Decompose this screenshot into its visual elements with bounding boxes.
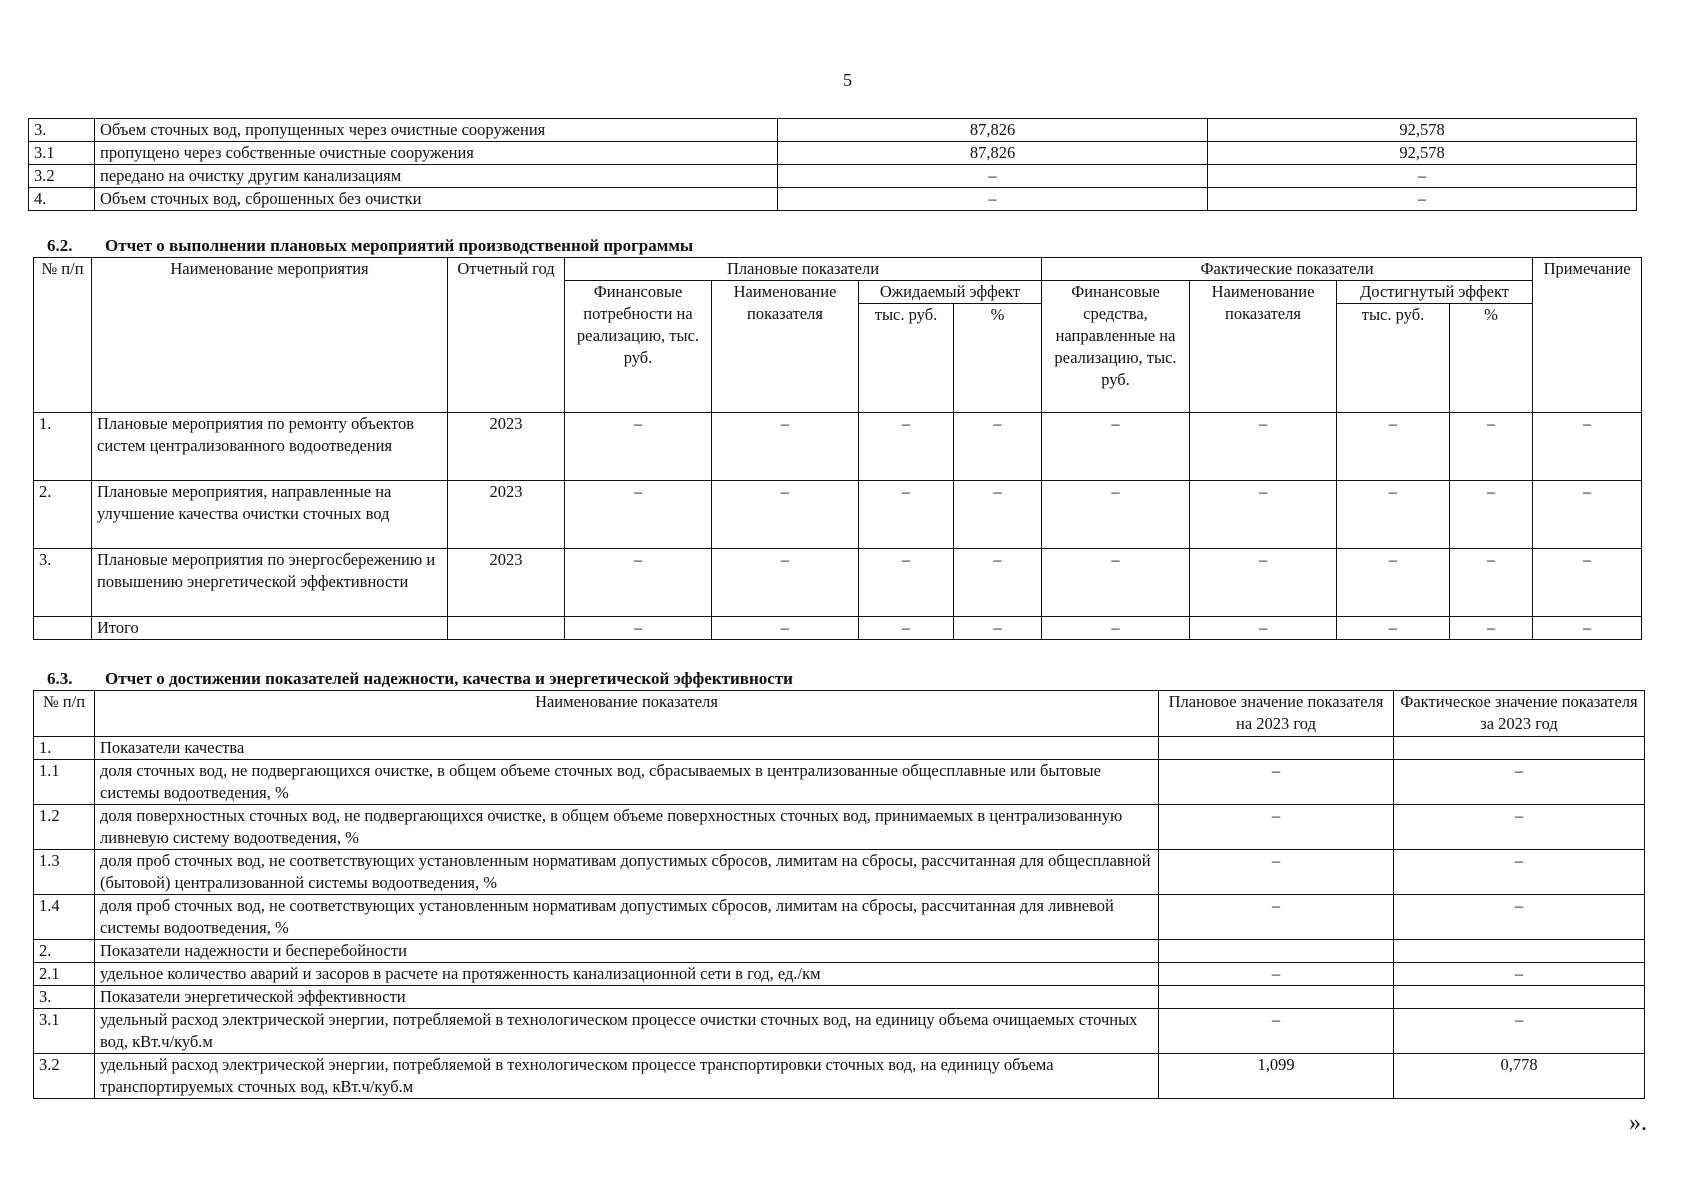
plan-value: –	[1159, 760, 1394, 805]
plan-value: –	[1159, 963, 1394, 986]
section-title: Отчет о выполнении плановых мероприятий производственной программы	[105, 236, 694, 255]
plan-indicator-cell: –	[712, 413, 859, 481]
row-year	[448, 617, 565, 640]
value-cell: –	[1208, 188, 1637, 211]
row-name: доля сточных вод, не подвергающихся очистке, в общем объеме сточных вод, сбрасываемых в централизованные общесплавные или бытовые системы водоотведения, %	[95, 760, 1159, 805]
header-note: Примечание	[1533, 258, 1642, 413]
page-number: 5	[843, 70, 852, 90]
plan-indicator-cell: –	[712, 481, 859, 549]
fact-value: –	[1394, 805, 1645, 850]
value-cell: 87,826	[778, 119, 1208, 142]
section-number: 6.3.	[47, 669, 73, 688]
act-pct-cell: –	[1450, 549, 1533, 617]
row-number: 4.	[29, 188, 95, 211]
header-fact: Фактическое значение показателя за 2023 год	[1394, 691, 1645, 737]
row-name: Показатели энергетической эффективности	[95, 986, 1159, 1009]
header-act-fin: Финансовые средства, направленные на реализацию, тыс. руб.	[1042, 281, 1190, 413]
row-number	[34, 617, 92, 640]
header-name: Наименование мероприятия	[92, 258, 448, 413]
table-row	[34, 986, 1645, 1009]
plan-pct-cell: –	[954, 413, 1042, 481]
act-indicator-cell: –	[1190, 481, 1337, 549]
table-row	[29, 119, 1637, 142]
fact-value	[1394, 986, 1645, 1009]
table-row	[29, 165, 1637, 188]
plan-value	[1159, 940, 1394, 963]
header-plan-rub: тыс. руб.	[859, 304, 954, 413]
act-rub-cell: –	[1337, 413, 1450, 481]
plan-rub-cell: –	[859, 549, 954, 617]
plan-pct-cell: –	[954, 617, 1042, 640]
row-number: 1.3	[34, 850, 95, 895]
total-label: Итого	[92, 617, 448, 640]
act-pct-cell: –	[1450, 617, 1533, 640]
row-name: удельный расход электрической энергии, потребляемой в технологическом процессе транспортировки сточных вод, на единицу объема транспортируемых сточных вод, кВт.ч/куб.м	[95, 1054, 1159, 1099]
value-cell: 87,826	[778, 142, 1208, 165]
row-name: доля проб сточных вод, не соответствующих установленным нормативам допустимых сбросов, лимитам на сбросы, рассчитанная для общесплавной (бытовой) централизованной системы водоотведения, %	[95, 850, 1159, 895]
act-rub-cell: –	[1337, 617, 1450, 640]
row-number: 1.2	[34, 805, 95, 850]
plan-value: –	[1159, 805, 1394, 850]
act-indicator-cell: –	[1190, 549, 1337, 617]
plan-value	[1159, 737, 1394, 760]
plan-value: –	[1159, 1009, 1394, 1054]
header-num: № п/п	[34, 258, 92, 413]
row-name: Плановые мероприятия по ремонту объектов систем централизованного водоотведения	[92, 413, 448, 481]
table-row	[29, 188, 1637, 211]
table-row	[34, 895, 1645, 940]
act-rub-cell: –	[1337, 549, 1450, 617]
plan-pct-cell: –	[954, 481, 1042, 549]
table-row	[29, 142, 1637, 165]
row-name: Плановые мероприятия, направленные на улучшение качества очистки сточных вод	[92, 481, 448, 549]
fact-value: 0,778	[1394, 1054, 1645, 1099]
table-row	[34, 549, 1642, 617]
row-name: Показатели надежности и бесперебойности	[95, 940, 1159, 963]
row-name: Объем сточных вод, сброшенных без очистки	[95, 188, 778, 211]
fact-value	[1394, 940, 1645, 963]
value-cell: –	[778, 165, 1208, 188]
plan-value: –	[1159, 895, 1394, 940]
row-number: 1.	[34, 413, 92, 481]
table-row	[34, 1054, 1645, 1099]
fact-value: –	[1394, 760, 1645, 805]
row-name: передано на очистку другим канализациям	[95, 165, 778, 188]
plan-fin-cell: –	[565, 481, 712, 549]
table-row	[34, 481, 1642, 549]
table-row	[34, 805, 1645, 850]
row-number: 3.	[34, 986, 95, 1009]
fact-value: –	[1394, 1009, 1645, 1054]
header-planned: Плановые показатели	[565, 258, 1042, 281]
row-year: 2023	[448, 549, 565, 617]
section-6-2-heading	[47, 236, 693, 256]
act-fin-cell: –	[1042, 413, 1190, 481]
value-cell: 92,578	[1208, 142, 1637, 165]
table-row	[34, 737, 1645, 760]
row-name: пропущено через собственные очистные сооружения	[95, 142, 778, 165]
value-cell: 92,578	[1208, 119, 1637, 142]
plan-pct-cell: –	[954, 549, 1042, 617]
header-plan-pct: %	[954, 304, 1042, 413]
value-cell: –	[1208, 165, 1637, 188]
header-actual: Фактические показатели	[1042, 258, 1533, 281]
section-6-3-heading	[47, 669, 793, 689]
row-number: 2.1	[34, 963, 95, 986]
row-name: Плановые мероприятия по энергосбережению и повышению энергетической эффективности	[92, 549, 448, 617]
row-number: 3.2	[29, 165, 95, 188]
note-cell: –	[1533, 481, 1642, 549]
header-plan-indicator: Наименование показателя	[712, 281, 859, 413]
row-number: 2.	[34, 940, 95, 963]
act-fin-cell: –	[1042, 481, 1190, 549]
fact-value: –	[1394, 850, 1645, 895]
row-number: 2.	[34, 481, 92, 549]
row-year: 2023	[448, 481, 565, 549]
plan-indicator-cell: –	[712, 549, 859, 617]
plan-rub-cell: –	[859, 413, 954, 481]
row-number: 1.4	[34, 895, 95, 940]
table-row	[34, 1009, 1645, 1054]
section-number: 6.2.	[47, 236, 73, 255]
note-cell: –	[1533, 413, 1642, 481]
header-year: Отчетный год	[448, 258, 565, 413]
plan-indicator-cell: –	[712, 617, 859, 640]
plan-rub-cell: –	[859, 617, 954, 640]
header-num: № п/п	[34, 691, 95, 737]
plan-rub-cell: –	[859, 481, 954, 549]
header-act-indicator: Наименование показателя	[1190, 281, 1337, 413]
row-number: 3.1	[29, 142, 95, 165]
act-indicator-cell: –	[1190, 413, 1337, 481]
closing-quote-mark: ».	[1629, 1110, 1647, 1136]
header-plan: Плановое значение показателя на 2023 год	[1159, 691, 1394, 737]
row-number: 1.1	[34, 760, 95, 805]
planned-measures-table	[33, 257, 1642, 640]
act-pct-cell: –	[1450, 413, 1533, 481]
act-fin-cell: –	[1042, 617, 1190, 640]
act-indicator-cell: –	[1190, 617, 1337, 640]
header-plan-effect: Ожидаемый эффект	[859, 281, 1042, 304]
plan-fin-cell: –	[565, 413, 712, 481]
note-cell: –	[1533, 549, 1642, 617]
table-row	[34, 940, 1645, 963]
row-number: 1.	[34, 737, 95, 760]
plan-value: –	[1159, 850, 1394, 895]
row-number: 3.	[29, 119, 95, 142]
header-act-rub: тыс. руб.	[1337, 304, 1450, 413]
row-name: доля проб сточных вод, не соответствующих установленным нормативам допустимых сбросов, лимитам на сбросы, рассчитанная для ливневой системы водоотведения, %	[95, 895, 1159, 940]
header-name: Наименование показателя	[95, 691, 1159, 737]
act-pct-cell: –	[1450, 481, 1533, 549]
row-number: 3.	[34, 549, 92, 617]
fact-value	[1394, 737, 1645, 760]
total-row	[34, 617, 1642, 640]
plan-fin-cell: –	[565, 549, 712, 617]
indicators-table	[33, 690, 1645, 1099]
row-name: удельный расход электрической энергии, потребляемой в технологическом процессе очистки сточных вод, на единицу объема очищаемых сточных вод, кВт.ч/куб.м	[95, 1009, 1159, 1054]
act-fin-cell: –	[1042, 549, 1190, 617]
table-row	[34, 963, 1645, 986]
plan-value: 1,099	[1159, 1054, 1394, 1099]
table-row	[34, 413, 1642, 481]
section-title: Отчет о достижении показателей надежности, качества и энергетической эффективности	[105, 669, 793, 688]
header-act-effect: Достигнутый эффект	[1337, 281, 1533, 304]
row-name: доля поверхностных сточных вод, не подвергающихся очистке, в общем объеме поверхностных сточных вод, принимаемых в централизованную ливневую систему водоотведения, %	[95, 805, 1159, 850]
value-cell: –	[778, 188, 1208, 211]
note-cell: –	[1533, 617, 1642, 640]
row-name: Показатели качества	[95, 737, 1159, 760]
row-number: 3.2	[34, 1054, 95, 1099]
plan-fin-cell: –	[565, 617, 712, 640]
table-row	[34, 760, 1645, 805]
fact-value: –	[1394, 895, 1645, 940]
row-number: 3.1	[34, 1009, 95, 1054]
row-year: 2023	[448, 413, 565, 481]
header-plan-fin: Финансовые потребности на реализацию, тыс. руб.	[565, 281, 712, 413]
row-name: удельное количество аварий и засоров в расчете на протяженность канализационной сети в год, ед./км	[95, 963, 1159, 986]
plan-value	[1159, 986, 1394, 1009]
table-row	[34, 850, 1645, 895]
fact-value: –	[1394, 963, 1645, 986]
row-name: Объем сточных вод, пропущенных через очистные сооружения	[95, 119, 778, 142]
header-act-pct: %	[1450, 304, 1533, 413]
act-rub-cell: –	[1337, 481, 1450, 549]
wastewater-volume-table	[28, 118, 1637, 211]
